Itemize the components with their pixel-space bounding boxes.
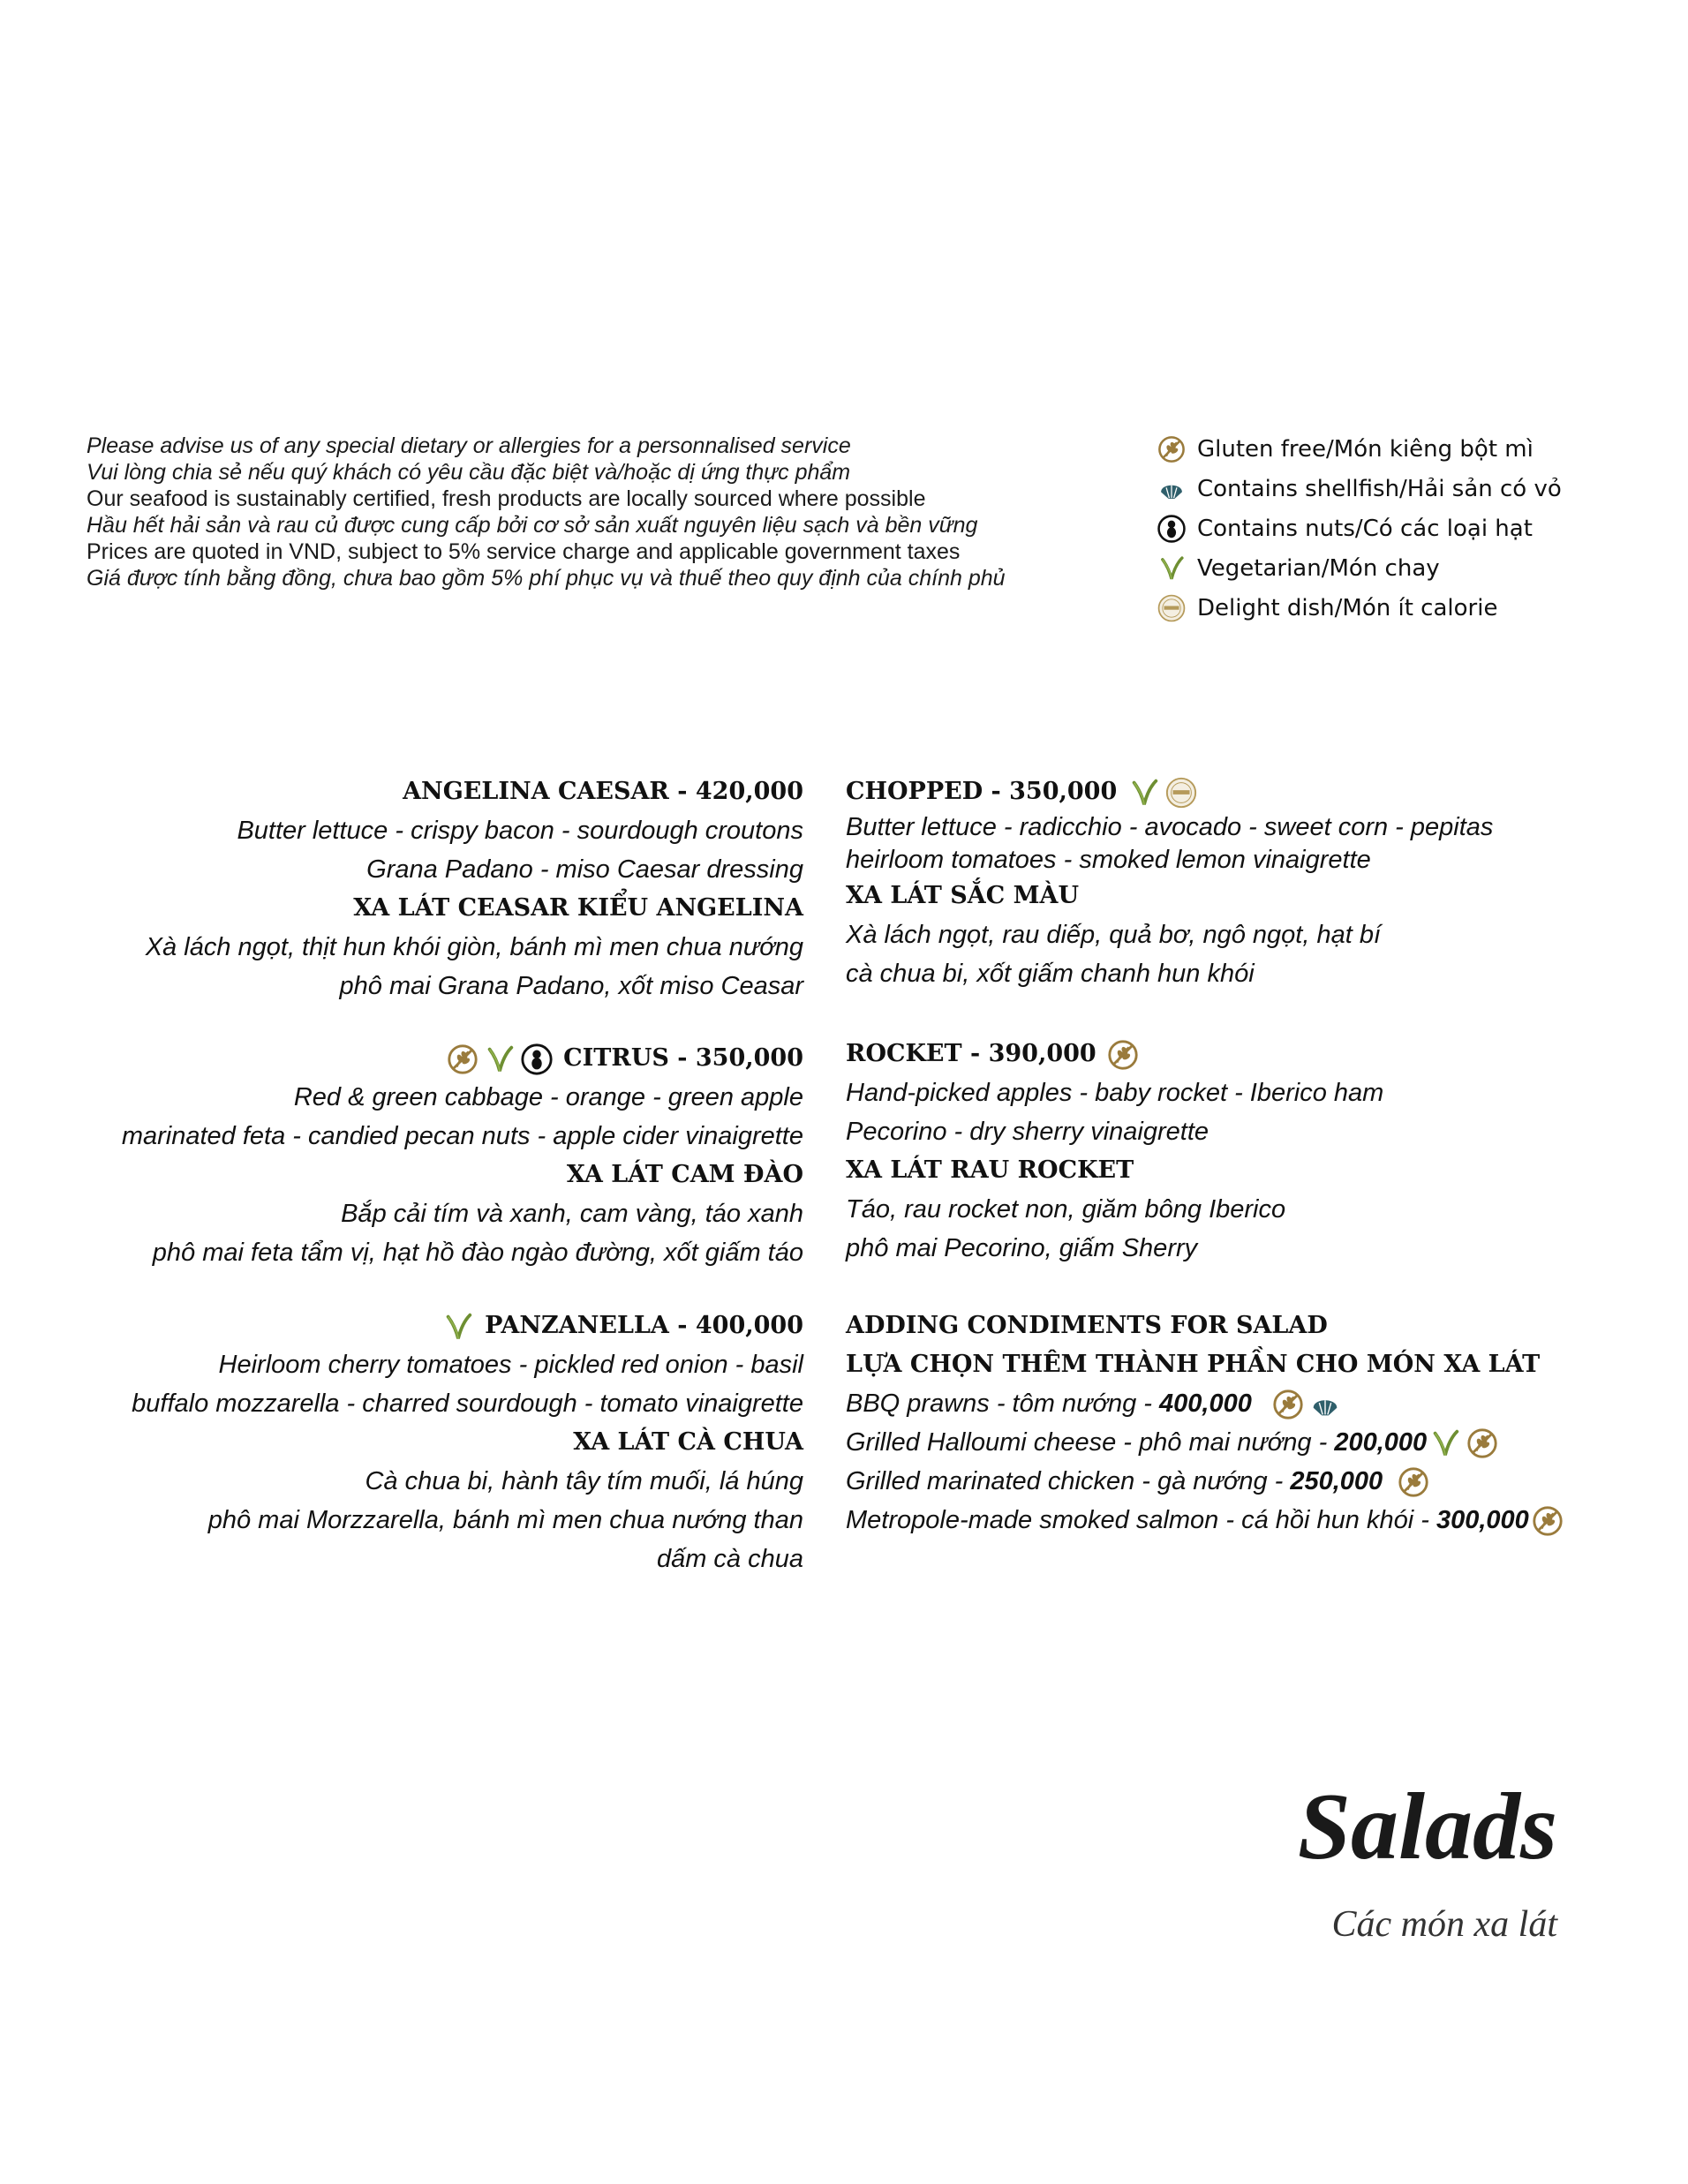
item-description-vn: cà chua bi, xốt giấm chanh hun khói bbox=[846, 960, 1255, 988]
item-description: heirloom tomatoes - smoked lemon vinaigrette bbox=[846, 846, 1371, 874]
gluten-free-icon bbox=[446, 1043, 479, 1076]
item-description-vn: phô mai Grana Padano, xốt miso Ceasar bbox=[339, 972, 803, 1000]
item-description: Butter lettuce - crispy bacon - sourdough croutons bbox=[237, 817, 803, 845]
item-title-vn: XA LÁT SẮC MÀU bbox=[846, 882, 1080, 909]
condiment-label: Grilled Halloumi cheese - phô mai nướng - bbox=[846, 1428, 1335, 1457]
condiment-price: 300,000 bbox=[1436, 1506, 1529, 1534]
legend-row-vegetarian bbox=[1157, 548, 1651, 588]
gluten-free-icon bbox=[1466, 1427, 1499, 1460]
page-subtitle: Các món xa lát bbox=[1331, 1904, 1557, 1945]
condiment-price: 250,000 bbox=[1290, 1467, 1383, 1495]
notice-line: Vui lòng chia sẻ nếu quý khách có yêu cầu đặc biệt và/hoặc dị ứng thực phẩm bbox=[87, 460, 851, 485]
item-description: marinated feta - candied pecan nuts - apple cider vinaigrette bbox=[121, 1122, 803, 1150]
item-description-vn: Xà lách ngọt, rau diếp, quả bơ, ngô ngọt, hạt bí bbox=[846, 921, 1382, 949]
delight-icon bbox=[1157, 593, 1187, 623]
item-title: CHOPPED - 350,000 bbox=[846, 778, 1118, 805]
item-title-vn: XA LÁT RAU ROCKET bbox=[846, 1156, 1134, 1184]
vegetarian-icon bbox=[441, 1310, 475, 1344]
item-description-vn: Bắp cải tím và xanh, cam vàng, táo xanh bbox=[341, 1200, 803, 1228]
item-description: Butter lettuce - radicchio - avocado - sweet corn - pepitas bbox=[846, 813, 1494, 841]
item-title: ANGELINA CAESAR - 420,000 bbox=[403, 778, 803, 805]
legend-label: Contains nuts/Có các loại hạt bbox=[1197, 515, 1533, 542]
item-title: PANZANELLA - 400,000 bbox=[485, 1312, 803, 1339]
condiment-row bbox=[846, 1384, 1640, 1423]
section-title-vn: LỰA CHỌN THÊM THÀNH PHẦN CHO MÓN XA LÁT bbox=[846, 1351, 1541, 1378]
item-description: Grana Padano - miso Caesar dressing bbox=[366, 855, 803, 884]
nuts-icon bbox=[520, 1043, 554, 1076]
gluten-free-icon bbox=[1271, 1388, 1305, 1421]
legend-row-delight bbox=[1157, 588, 1651, 628]
item-title-row bbox=[53, 1307, 803, 1345]
item-description-vn: Táo, rau rocket non, giăm bông Iberico bbox=[846, 1195, 1286, 1224]
menu-item-chopped bbox=[846, 772, 1640, 993]
legend-label: Vegetarian/Món chay bbox=[1197, 554, 1440, 582]
condiment-price: 200,000 bbox=[1334, 1428, 1428, 1457]
condiment-label: BBQ prawns - tôm nướng - bbox=[846, 1389, 1160, 1418]
notice-line: Hầu hết hải sản và rau củ được cung cấp bởi cơ sở sản xuất nguyên liệu sạch và bền vững bbox=[87, 513, 978, 538]
page-title: Salads bbox=[1297, 1774, 1557, 1879]
vegetarian-icon bbox=[1127, 776, 1161, 810]
item-description: Pecorino - dry sherry vinaigrette bbox=[846, 1118, 1209, 1146]
item-title-vn: XA LÁT CEASAR KIỂU ANGELINA bbox=[353, 894, 803, 922]
shellfish-icon bbox=[1308, 1388, 1342, 1421]
item-description-vn: phô mai feta tẩm vị, hạt hồ đào ngào đường, xốt giấm táo bbox=[152, 1239, 803, 1267]
item-title-vn: XA LÁT CAM ĐÀO bbox=[566, 1161, 803, 1188]
section-title: ADDING CONDIMENTS FOR SALAD bbox=[846, 1312, 1328, 1339]
notice-line: Our seafood is sustainably certified, fresh products are locally sourced where possible bbox=[87, 486, 926, 511]
icon-legend bbox=[1157, 429, 1651, 628]
item-description-vn: Xà lách ngọt, thịt hun khói giòn, bánh mì men chua nướng bbox=[145, 933, 803, 961]
item-title-row bbox=[53, 1039, 803, 1078]
item-description: buffalo mozzarella - charred sourdough - tomato vinaigrette bbox=[132, 1389, 803, 1418]
condiment-row bbox=[846, 1423, 1640, 1462]
vegetarian-icon bbox=[483, 1043, 516, 1076]
shellfish-icon bbox=[1157, 474, 1187, 504]
vegetarian-icon bbox=[1157, 554, 1187, 584]
gluten-free-icon bbox=[1397, 1465, 1430, 1499]
delight-icon bbox=[1164, 776, 1198, 810]
nuts-icon bbox=[1157, 514, 1187, 544]
legend-label: Contains shellfish/Hải sản có vỏ bbox=[1197, 475, 1562, 502]
legend-row-gluten-free bbox=[1157, 429, 1651, 469]
item-title-vn: XA LÁT CÀ CHUA bbox=[573, 1428, 803, 1456]
condiment-price: 400,000 bbox=[1159, 1389, 1252, 1418]
item-description-vn: dấm cà chua bbox=[656, 1545, 803, 1573]
item-title: ROCKET - 390,000 bbox=[846, 1040, 1096, 1067]
legend-label: Gluten free/Món kiêng bột mì bbox=[1197, 435, 1534, 463]
item-description-vn: phô mai Morzzarella, bánh mì men chua nướng than bbox=[207, 1506, 803, 1534]
menu-item-panzanella bbox=[53, 1307, 803, 1578]
item-description: Hand-picked apples - baby rocket - Iberico ham bbox=[846, 1079, 1384, 1107]
item-title-row bbox=[846, 772, 1640, 811]
menu-item-angelina-caesar bbox=[53, 772, 803, 1005]
menu-item-citrus bbox=[53, 1039, 803, 1272]
legend-label: Delight dish/Món ít calorie bbox=[1197, 594, 1498, 621]
item-description: Heirloom cherry tomatoes - pickled red onion - basil bbox=[218, 1351, 803, 1379]
notice-line: Prices are quoted in VND, subject to 5% service charge and applicable government taxes bbox=[87, 539, 961, 564]
legend-row-shellfish bbox=[1157, 469, 1651, 508]
notice-line: Giá được tính bằng đồng, chưa bao gồm 5% phí phục vụ và thuế theo quy định của chính phủ bbox=[87, 566, 1006, 591]
item-description: Red & green cabbage - orange - green apple bbox=[293, 1083, 803, 1111]
item-description-vn: phô mai Pecorino, giấm Sherry bbox=[846, 1234, 1198, 1262]
gluten-free-icon bbox=[1531, 1504, 1564, 1538]
gluten-free-icon bbox=[1157, 434, 1187, 464]
dietary-notice bbox=[87, 433, 1102, 591]
condiments-section bbox=[846, 1307, 1640, 1540]
gluten-free-icon bbox=[1106, 1038, 1140, 1072]
legend-row-nuts bbox=[1157, 508, 1651, 548]
notice-line: Please advise us of any special dietary or allergies for a personnalised service bbox=[87, 433, 851, 458]
vegetarian-icon bbox=[1428, 1427, 1462, 1460]
item-description-vn: Cà chua bi, hành tây tím muối, lá húng bbox=[365, 1467, 803, 1495]
item-title: CITRUS - 350,000 bbox=[563, 1044, 803, 1072]
condiment-label: Metropole-made smoked salmon - cá hồi hun khói - bbox=[846, 1506, 1436, 1534]
menu-item-rocket bbox=[846, 1035, 1640, 1268]
item-title-row bbox=[846, 1035, 1640, 1073]
condiment-row bbox=[846, 1462, 1640, 1501]
condiment-row bbox=[846, 1501, 1640, 1540]
condiment-label: Grilled marinated chicken - gà nướng - bbox=[846, 1467, 1291, 1495]
